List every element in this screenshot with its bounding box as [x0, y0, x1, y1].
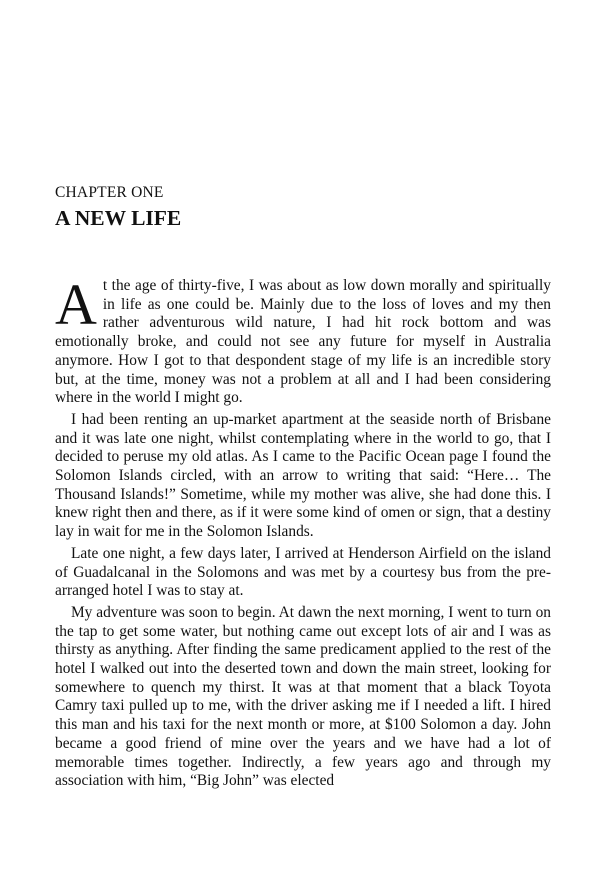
paragraph-1-text: t the age of thirty-five, I was about as low down morally and spiritually in life as one could be. Mainly due to the loss of loves and my then rather adventurous wild nature, I had hit rock bottom and was emotionally broke, and could not see any future for myself in Australia anymore. How I got to that despondent stage of my life is an incredible story but, at the time, money was not a problem at all and I had been considering where in the world I might go. — [55, 277, 551, 407]
paragraph-4: My adventure was soon to begin. At dawn the next morning, I went to turn on the tap to get some water, but nothing came out except lots of air and I was as thirsty as anything. After finding the same predicament applied to the rest of the hotel I walked out into the deserted town and down the main street, looking for somewhere to quench my thirst. It was at that moment that a black Toyota Camry taxi pulled up to me, with the driver asking me if I needed a lift. I hired this man and his taxi for the next month or more, at $100 Solomon a day. John became a good friend of mine over the years and we have had a lot of memorable times together. Indirectly, a few years ago and through my association with him, “Big John” was elected — [55, 603, 551, 790]
chapter-title: A NEW LIFE — [55, 206, 182, 230]
drop-cap: A — [55, 272, 97, 337]
chapter-body — [55, 272, 551, 794]
paragraph-3: Late one night, a few days later, I arrived at Henderson Airfield on the island of Guadalcanal in the Solomons and was met by a courtesy bus from the pre-arranged hotel I was to stay at. — [55, 544, 551, 600]
chapter-label: CHAPTER ONE — [55, 184, 164, 201]
paragraph-2: I had been renting an up-market apartment at the seaside north of Brisbane and it was late one night, whilst contemplating where in the world to go, that I decided to peruse my old atlas. As I came to the Pacific Ocean page I found the Solomon Islands circled, with an arrow to writing that said: “Here… The Thousand Islands!” Sometime, while my mother was alive, she had done this. I knew right then and there, as if it were some kind of omen or sign, that a destiny lay in wait for me in the Solomon Islands. — [55, 410, 551, 541]
paragraph-1 — [55, 272, 551, 408]
